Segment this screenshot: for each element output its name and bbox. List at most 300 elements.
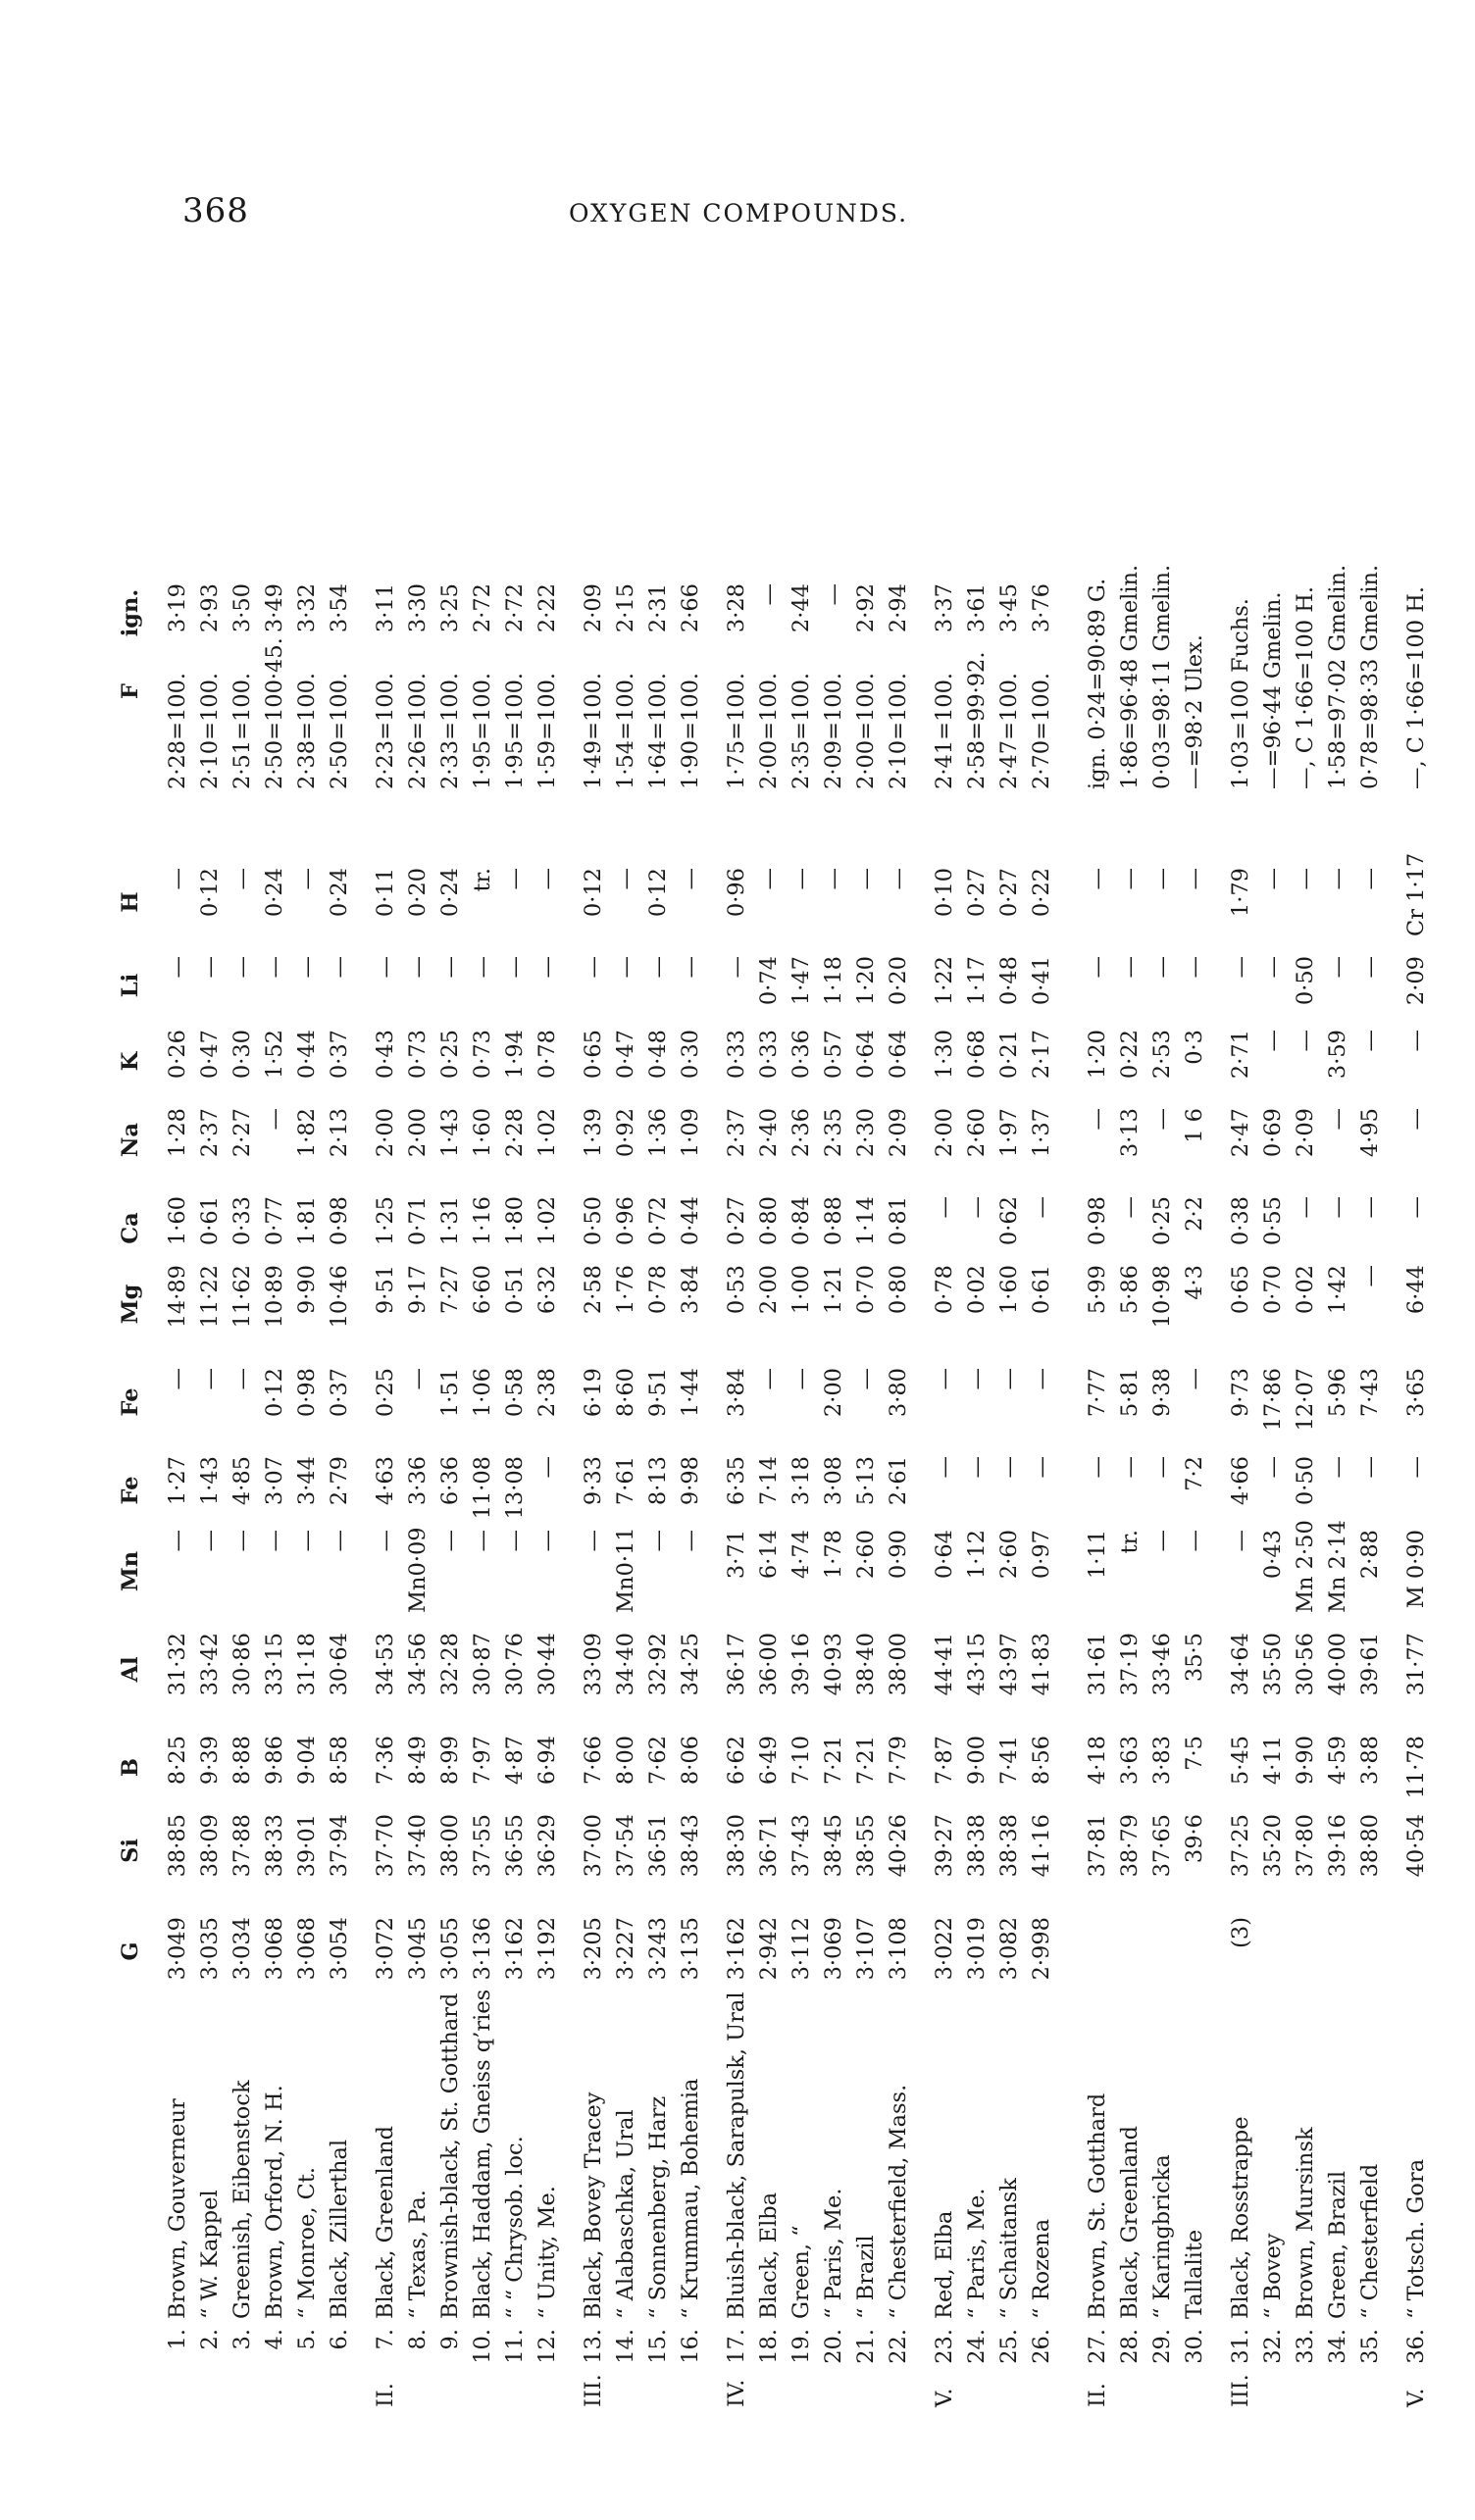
value-cell: 36·00 xyxy=(756,1633,782,1696)
value-cell: 8·56 xyxy=(1029,1736,1054,1786)
value-cell: 1·31 xyxy=(437,1196,463,1246)
value-cell: 1 6 xyxy=(1182,1108,1207,1143)
column-header: Mn xyxy=(118,1550,143,1592)
locality: “ Rozena xyxy=(1029,2218,1054,2319)
value-cell: 2·30 xyxy=(853,1108,879,1158)
value-cell: — xyxy=(1357,1030,1383,1052)
locality: “ “ Chrysob. loc. xyxy=(502,2136,528,2319)
value-cell: — xyxy=(262,956,287,979)
value-cell: — xyxy=(229,956,255,979)
value-cell: — xyxy=(165,956,190,979)
value-cell: 33·46 xyxy=(1149,1633,1175,1696)
value-cell: 7·97 xyxy=(470,1736,495,1786)
value-cell: 4·3 xyxy=(1182,1265,1207,1300)
value-cell: Mn0·11 xyxy=(613,1527,638,1613)
value-cell: 0·25 xyxy=(373,1368,398,1418)
value-cell: 1·97 xyxy=(996,1108,1022,1158)
value-cell: — xyxy=(1182,1368,1207,1390)
value-cell: 0·98 xyxy=(327,1196,352,1246)
value-cell: 0·02 xyxy=(964,1265,990,1315)
value-cell: 1·02 xyxy=(534,1108,560,1158)
value-cell: 38·38 xyxy=(964,1814,990,1878)
table-row xyxy=(296,260,326,2407)
table-row xyxy=(1151,260,1181,2407)
value-cell: 0·12 xyxy=(645,868,671,918)
value-cell: 3·07 xyxy=(262,1456,287,1506)
value-cell: 32·92 xyxy=(645,1633,671,1696)
value-cell: 0·24 xyxy=(437,868,463,918)
value-cell: 1·81 xyxy=(294,1196,320,1246)
table-row xyxy=(407,260,436,2407)
value-cell: — xyxy=(502,1530,528,1552)
value-cell: — xyxy=(1325,868,1350,890)
table-row xyxy=(966,260,995,2407)
locality: “ Texas, Pa. xyxy=(405,2190,431,2319)
value-cell: 0·57 xyxy=(821,1030,846,1080)
value-cell: 7·41 xyxy=(996,1736,1022,1786)
value-cell: 0·33 xyxy=(724,1030,749,1080)
value-cell: 34·40 xyxy=(613,1633,638,1696)
row-number: 1. xyxy=(165,2329,190,2350)
value-cell: 3·63 xyxy=(1117,1736,1143,1786)
locality: Black, Elba xyxy=(756,2192,782,2319)
value-cell: 3·068 xyxy=(294,1917,320,1981)
value-cell: 1·79 xyxy=(1228,868,1253,918)
value-cell: 1·47 xyxy=(788,956,814,1006)
value-cell: 2·09 xyxy=(886,1108,911,1158)
value-cell: — xyxy=(581,1530,606,1552)
value-cell: — xyxy=(1403,1456,1429,1479)
value-cell: 3·11 xyxy=(373,583,398,633)
value-cell: 38·30 xyxy=(724,1814,749,1878)
value-cell: — xyxy=(821,868,846,890)
row-number: 20. xyxy=(821,2329,846,2364)
value-cell: 1·54=100. xyxy=(613,672,638,789)
value-cell: — xyxy=(853,1368,879,1390)
value-cell: 3·112 xyxy=(788,1917,814,1981)
value-cell: 3·18 xyxy=(788,1456,814,1506)
value-cell: 33·09 xyxy=(581,1633,606,1696)
value-cell: 2·09 xyxy=(581,583,606,633)
group-label: IV. xyxy=(724,2379,749,2407)
value-cell: 6·32 xyxy=(534,1265,560,1315)
row-number: 34. xyxy=(1325,2329,1350,2364)
table-row xyxy=(1230,260,1259,2407)
column-header: Ca xyxy=(118,1212,143,1244)
value-cell: 1·86=96·48 Gmelin. xyxy=(1117,564,1143,789)
value-cell: 34·53 xyxy=(373,1633,398,1696)
value-cell: 1·22 xyxy=(932,956,957,1006)
value-cell: — xyxy=(1228,956,1253,979)
value-cell: — xyxy=(1182,868,1207,890)
column-header: G xyxy=(118,1941,143,1961)
value-cell: 38·85 xyxy=(165,1814,190,1878)
value-cell: — xyxy=(1117,1456,1143,1479)
value-cell: 14·89 xyxy=(165,1265,190,1329)
value-cell: 10·98 xyxy=(1149,1265,1175,1329)
value-cell: 9·51 xyxy=(373,1265,398,1315)
table-row xyxy=(583,260,612,2407)
value-cell: 9·98 xyxy=(678,1456,703,1506)
row-number: 27. xyxy=(1085,2329,1110,2364)
value-cell: 7·21 xyxy=(853,1736,879,1786)
value-cell: 7·43 xyxy=(1357,1368,1383,1418)
value-cell: 1·42 xyxy=(1325,1265,1350,1315)
value-cell: 39·01 xyxy=(294,1814,320,1878)
locality: “ Chesterfield, Mass. xyxy=(886,2084,911,2319)
value-cell: 0·78 xyxy=(645,1265,671,1315)
value-cell: 6·14 xyxy=(756,1530,782,1580)
value-cell: 6·62 xyxy=(724,1736,749,1786)
value-cell: 3·049 xyxy=(165,1917,190,1981)
locality: “ Paris, Me. xyxy=(821,2188,846,2319)
value-cell: 0·02 xyxy=(1293,1265,1318,1315)
value-cell: 30·64 xyxy=(327,1633,352,1696)
value-cell: 1·49=100. xyxy=(581,672,606,789)
value-cell: 30·87 xyxy=(470,1633,495,1696)
locality: “ Krummau, Bohemia xyxy=(678,2078,703,2319)
column-header: Si xyxy=(118,1839,143,1863)
value-cell: 1·06 xyxy=(470,1368,495,1418)
value-cell: 31·18 xyxy=(294,1633,320,1696)
value-cell: — xyxy=(470,1530,495,1552)
running-title: OXYGEN COMPOUNDS. xyxy=(569,199,909,227)
value-cell: 0·27 xyxy=(964,868,990,918)
value-cell: 3·227 xyxy=(613,1917,638,1981)
value-cell: — xyxy=(613,956,638,979)
value-cell: — xyxy=(165,1368,190,1390)
value-cell: 3·162 xyxy=(502,1917,528,1981)
value-cell: 2·15 xyxy=(613,583,638,633)
value-cell: 38·79 xyxy=(1117,1814,1143,1878)
value-cell: 5·86 xyxy=(1117,1265,1143,1315)
row-number: 10. xyxy=(470,2329,495,2364)
table-row xyxy=(264,260,293,2407)
column-header: Al xyxy=(118,1656,143,1683)
value-cell: 2·31 xyxy=(645,583,671,633)
value-cell: — xyxy=(724,956,749,979)
value-cell: 5·13 xyxy=(853,1456,879,1506)
row-number: 9. xyxy=(437,2329,463,2350)
value-cell: 35·5 xyxy=(1182,1633,1207,1683)
value-cell: 4·95 xyxy=(1357,1108,1383,1158)
value-cell: 1·44 xyxy=(678,1368,703,1418)
value-cell: 0·25 xyxy=(437,1030,463,1080)
value-cell: 1·59=100. xyxy=(534,672,560,789)
row-number: 2. xyxy=(197,2329,223,2350)
value-cell: 10·89 xyxy=(262,1265,287,1329)
value-cell: 0·73 xyxy=(405,1030,431,1080)
table-row xyxy=(167,260,196,2407)
value-cell: 12·07 xyxy=(1293,1368,1318,1432)
table-row xyxy=(375,260,404,2407)
table-row xyxy=(934,260,963,2407)
value-cell: 2·00 xyxy=(932,1108,957,1158)
value-cell: — xyxy=(853,868,879,890)
value-cell: 7·36 xyxy=(373,1736,398,1786)
value-cell: — xyxy=(756,1368,782,1390)
value-cell: 8·25 xyxy=(165,1736,190,1786)
value-cell: — xyxy=(373,1530,398,1552)
value-cell: 2·27 xyxy=(229,1108,255,1158)
value-cell: — xyxy=(1149,956,1175,979)
value-cell: 37·54 xyxy=(613,1814,638,1878)
value-cell: 2·37 xyxy=(197,1108,223,1158)
value-cell: 2·09=100. xyxy=(821,672,846,789)
value-cell: 0·80 xyxy=(886,1265,911,1315)
locality: Black, Bovey Tracey xyxy=(581,2092,606,2319)
value-cell: 7·2 xyxy=(1182,1456,1207,1491)
value-cell: — xyxy=(932,1196,957,1219)
value-cell: 0·70 xyxy=(853,1265,879,1315)
value-cell: 0·12 xyxy=(262,1368,287,1418)
value-cell: 7·27 xyxy=(437,1265,463,1315)
value-cell: — xyxy=(405,1368,431,1390)
value-cell: 37·25 xyxy=(1228,1814,1253,1878)
column-header: Na xyxy=(118,1122,143,1158)
table-row xyxy=(888,260,917,2407)
value-cell: 37·94 xyxy=(327,1814,352,1878)
locality: Green, “ xyxy=(788,2225,814,2319)
value-cell: 1·82 xyxy=(294,1108,320,1158)
value-cell: 2·61 xyxy=(886,1456,911,1506)
row-number: 11. xyxy=(502,2329,528,2364)
value-cell: 0·92 xyxy=(613,1108,638,1158)
row-number: 21. xyxy=(853,2329,879,2364)
value-cell: 3·108 xyxy=(886,1917,911,1981)
value-cell: 7·21 xyxy=(821,1736,846,1786)
value-cell: 2·53 xyxy=(1149,1030,1175,1080)
value-cell: 4·11 xyxy=(1260,1736,1286,1786)
value-cell: 2·37 xyxy=(724,1108,749,1158)
value-cell: 3·192 xyxy=(534,1917,560,1981)
table-row xyxy=(1327,260,1356,2407)
value-cell: 1·43 xyxy=(197,1456,223,1506)
value-cell: 2·00 xyxy=(405,1108,431,1158)
value-cell: — xyxy=(437,1530,463,1552)
value-cell: — xyxy=(1325,956,1350,979)
value-cell: 0·20 xyxy=(886,956,911,1006)
table-row xyxy=(1295,260,1324,2407)
value-cell: 0·53 xyxy=(724,1265,749,1315)
value-cell: 1·16 xyxy=(470,1196,495,1246)
value-cell: 0·96 xyxy=(724,868,749,918)
value-cell: 1·30 xyxy=(932,1030,957,1080)
locality: Bluish-black, Sarapulsk, Ural xyxy=(724,1991,749,2319)
value-cell: 0·37 xyxy=(327,1030,352,1080)
table-row xyxy=(680,260,709,2407)
row-number: 6. xyxy=(327,2329,352,2350)
row-number: 23. xyxy=(932,2329,957,2364)
value-cell: 0·3 xyxy=(1182,1030,1207,1065)
value-cell: — xyxy=(327,1530,352,1552)
value-cell: 5·45 xyxy=(1228,1736,1253,1786)
value-cell: — xyxy=(1325,1196,1350,1219)
value-cell: 0·11 xyxy=(373,868,398,918)
value-cell: 3·08 xyxy=(821,1456,846,1506)
row-number: 19. xyxy=(788,2329,814,2364)
value-cell: — xyxy=(262,1108,287,1131)
value-cell: 3·54 xyxy=(327,583,352,633)
row-number: 25. xyxy=(996,2329,1022,2364)
value-cell: 1·25 xyxy=(373,1196,398,1246)
locality: “ Sonnenberg, Harz xyxy=(645,2095,671,2319)
value-cell: — xyxy=(373,956,398,979)
table-row xyxy=(199,260,229,2407)
value-cell: 37·43 xyxy=(788,1814,814,1878)
value-cell: 1·21 xyxy=(821,1265,846,1315)
column-header: Li xyxy=(118,973,143,998)
value-cell: — xyxy=(1085,1108,1110,1131)
value-cell: 30·76 xyxy=(502,1633,528,1696)
column-header: H xyxy=(118,891,143,913)
value-cell: 3·034 xyxy=(229,1917,255,1981)
value-cell: 37·00 xyxy=(581,1814,606,1878)
group-label: III. xyxy=(581,2374,606,2407)
value-cell: 41·83 xyxy=(1029,1633,1054,1696)
value-cell: 3·243 xyxy=(645,1917,671,1981)
value-cell: 1·12 xyxy=(964,1530,990,1580)
value-cell: 3·59 xyxy=(1325,1030,1350,1080)
value-cell: 2·58 xyxy=(581,1265,606,1315)
value-cell: 0·27 xyxy=(724,1196,749,1246)
value-cell: 1·27 xyxy=(165,1456,190,1506)
value-cell: — xyxy=(534,1456,560,1479)
value-cell: 2·00=100. xyxy=(756,672,782,789)
value-cell: 5·96 xyxy=(1325,1368,1350,1418)
value-cell: 2·47=100. xyxy=(996,672,1022,789)
locality: “ Karingbricka xyxy=(1149,2154,1175,2319)
value-cell: 2·71 xyxy=(1228,1030,1253,1080)
value-cell: 8·13 xyxy=(645,1456,671,1506)
value-cell: — xyxy=(1403,1196,1429,1219)
value-cell: Cr 1·17 xyxy=(1403,852,1429,936)
locality: Brown, Gouverneur xyxy=(165,2098,190,2319)
value-cell: 0·33 xyxy=(229,1196,255,1246)
value-cell: 0·24 xyxy=(327,868,352,918)
table-row xyxy=(329,260,358,2407)
value-cell: 37·40 xyxy=(405,1814,431,1878)
value-cell: 9·38 xyxy=(1149,1368,1175,1418)
value-cell: 1·58=97·02 Gmelin. xyxy=(1325,564,1350,789)
value-cell: 9·90 xyxy=(294,1265,320,1315)
table-row xyxy=(647,260,677,2407)
value-cell: 1·03=100 Fuchs. xyxy=(1228,598,1253,789)
value-cell: 2·00 xyxy=(373,1108,398,1158)
value-cell: 2·40 xyxy=(756,1108,782,1158)
value-cell: 3·45 xyxy=(996,583,1022,633)
value-cell: 36·17 xyxy=(724,1633,749,1696)
value-cell: 0·47 xyxy=(613,1030,638,1080)
value-cell: 1·17 xyxy=(964,956,990,1006)
value-cell: 2·70=100. xyxy=(1029,672,1054,789)
value-cell: 8·58 xyxy=(327,1736,352,1786)
value-cell: — xyxy=(964,1368,990,1390)
value-cell: 4·66 xyxy=(1228,1456,1253,1506)
value-cell: — xyxy=(821,583,846,606)
value-cell: 7·61 xyxy=(613,1456,638,1506)
value-cell: — xyxy=(405,956,431,979)
value-cell: 0·44 xyxy=(294,1030,320,1080)
value-cell: — xyxy=(1260,868,1286,890)
value-cell: 40·93 xyxy=(821,1633,846,1696)
value-cell: 3·045 xyxy=(405,1917,431,1981)
value-cell: 0·61 xyxy=(1029,1265,1054,1315)
value-cell: 6·49 xyxy=(756,1736,782,1786)
value-cell: 3·054 xyxy=(327,1917,352,1981)
value-cell: 3·162 xyxy=(724,1917,749,1981)
row-number: 14. xyxy=(613,2329,638,2364)
value-cell: 3·022 xyxy=(932,1917,957,1981)
value-cell: — xyxy=(1260,1030,1286,1052)
table-row xyxy=(855,260,885,2407)
value-cell: 43·15 xyxy=(964,1633,990,1696)
value-cell: 11·08 xyxy=(470,1456,495,1520)
table-row xyxy=(823,260,852,2407)
column-header: Fe xyxy=(118,1387,143,1417)
value-cell: — xyxy=(1357,1456,1383,1479)
value-cell: — xyxy=(534,868,560,890)
value-cell: 38·40 xyxy=(853,1633,879,1696)
locality: “ Chesterfield xyxy=(1357,2163,1383,2319)
value-cell: 1·94 xyxy=(502,1030,528,1080)
value-cell: 2·38 xyxy=(534,1368,560,1418)
value-cell: 0·65 xyxy=(581,1030,606,1080)
value-cell: 7·77 xyxy=(1085,1368,1110,1418)
value-cell: 2·94 xyxy=(886,583,911,633)
value-cell: — xyxy=(996,1368,1022,1390)
table-row xyxy=(504,260,534,2407)
value-cell: 3·068 xyxy=(262,1917,287,1981)
value-cell: 0·70 xyxy=(1260,1265,1286,1315)
row-number: 15. xyxy=(645,2329,671,2364)
locality: Black, Haddam, Gneiss q’ries xyxy=(470,1989,495,2319)
value-cell: — xyxy=(165,868,190,890)
value-cell: — xyxy=(1149,1108,1175,1131)
value-cell: tr. xyxy=(470,868,495,892)
value-cell: 0·61 xyxy=(197,1196,223,1246)
value-cell: 11·78 xyxy=(1403,1736,1429,1799)
value-cell: 3·61 xyxy=(964,583,990,633)
value-cell: 6·94 xyxy=(534,1736,560,1786)
locality: Brownish-black, St. Gotthard xyxy=(437,1992,463,2319)
value-cell: 3·25 xyxy=(437,583,463,633)
value-cell: —=98·2 Ulex. xyxy=(1182,634,1207,789)
value-cell: — xyxy=(229,1368,255,1390)
value-cell: 9·51 xyxy=(645,1368,671,1418)
value-cell: 0·84 xyxy=(788,1196,814,1246)
value-cell: — xyxy=(1029,1368,1054,1390)
value-cell: 2·93 xyxy=(197,583,223,633)
value-cell: 32·28 xyxy=(437,1633,463,1696)
value-cell: 3·13 xyxy=(1117,1108,1143,1158)
group-label: V. xyxy=(1403,2388,1429,2407)
value-cell: Mn 2·14 xyxy=(1325,1520,1350,1613)
value-cell: 0·96 xyxy=(613,1196,638,1246)
value-cell: 0·80 xyxy=(756,1196,782,1246)
value-cell: Mn 2·50 xyxy=(1293,1520,1318,1613)
value-cell: 5·99 xyxy=(1085,1265,1110,1315)
value-cell: — xyxy=(1260,956,1286,979)
value-cell: 38·33 xyxy=(262,1814,287,1878)
value-cell: 9·90 xyxy=(1293,1736,1318,1786)
value-cell: 2·79 xyxy=(327,1456,352,1506)
value-cell: 6·19 xyxy=(581,1368,606,1418)
value-cell: 0·50 xyxy=(581,1196,606,1246)
value-cell: 1·75=100. xyxy=(724,672,749,789)
value-cell: 3·44 xyxy=(294,1456,320,1506)
value-cell: 39·6 xyxy=(1182,1814,1207,1864)
